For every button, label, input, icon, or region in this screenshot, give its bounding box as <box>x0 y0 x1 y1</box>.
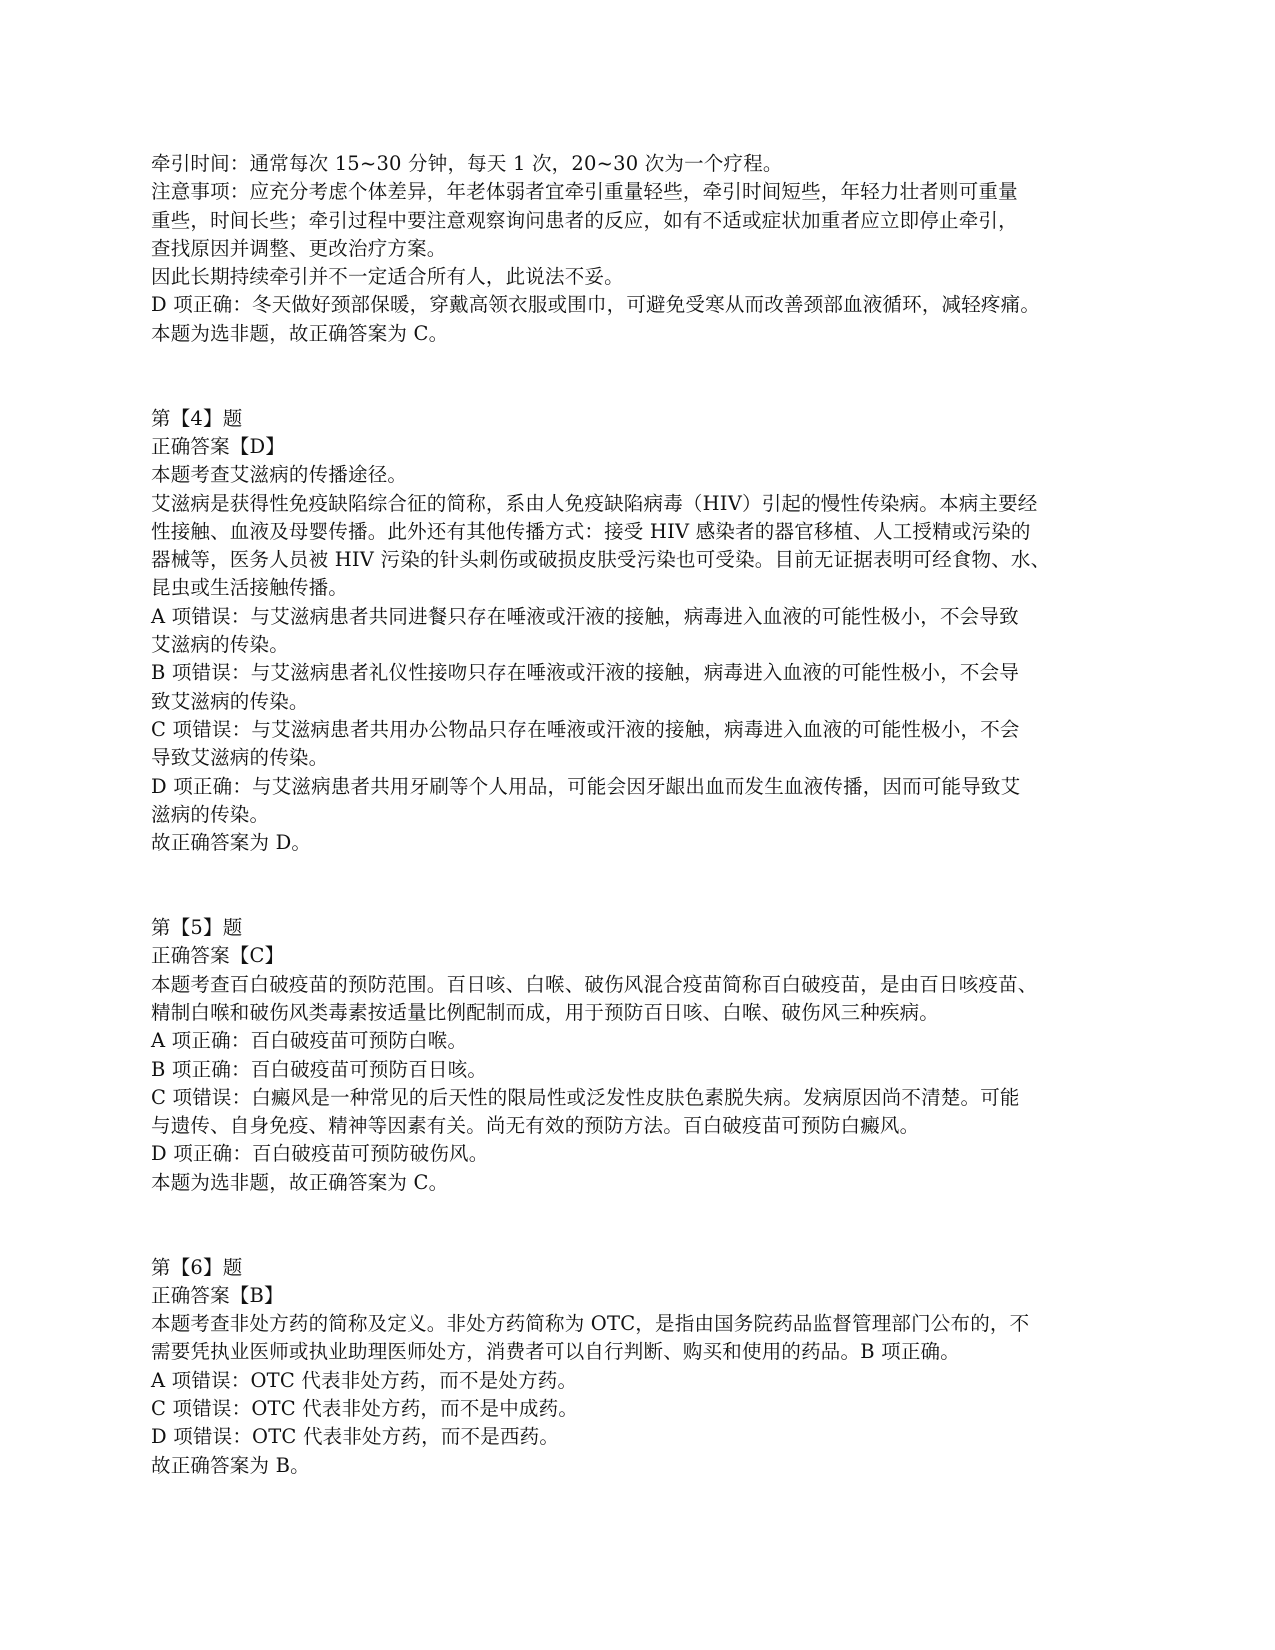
text-line: 艾滋病的传染。 <box>151 633 289 657</box>
question-number-heading: 第【4】题 <box>151 406 243 430</box>
text-line: 本题考查百白破疫苗的预防范围。百日咳、白喉、破伤风混合疫苗简称百白破疫苗，是由百日咳疫苗、 <box>151 972 1038 996</box>
option-b-explanation: B 项错误：与艾滋病患者礼仪性接吻只存在唾液或汗液的接触，病毒进入血液的可能性极小，不会导 <box>151 661 1020 685</box>
text-line: 查找原因并调整、更改治疗方案。 <box>151 236 447 260</box>
text-line: 器械等，医务人员被 HIV 污染的针头刺伤或破损皮肤受污染也可受染。目前无证据表明可经食物、水、 <box>151 548 1051 572</box>
option-c-explanation: C 项错误：与艾滋病患者共用办公物品只存在唾液或汗液的接触，病毒进入血液的可能性极小，不会 <box>151 717 1020 741</box>
text-line: 性接触、血液及母婴传播。此外还有其他传播方式：接受 HIV 感染者的器官移植、人工授精或污染的 <box>151 519 1031 543</box>
option-c-explanation: C 项错误：OTC 代表非处方药，而不是中成药。 <box>151 1397 579 1421</box>
text-line: D 项正确：冬天做好颈部保暖，穿戴高领衣服或围巾，可避免受寒从而改善颈部血液循环，减轻疼痛。 <box>151 293 1041 317</box>
question-number-heading: 第【5】题 <box>151 916 243 940</box>
conclusion-line: 故正确答案为 D。 <box>151 831 312 855</box>
option-c-explanation: C 项错误：白癜风是一种常见的后天性的限局性或泛发性皮肤色素脱失病。发病原因尚不清楚。可能 <box>151 1085 1020 1109</box>
text-line: 精制白喉和破伤风类毒素按适量比例配制而成，用于预防百日咳、白喉、破伤风三种疾病。 <box>151 1000 940 1024</box>
option-d-explanation: D 项错误：OTC 代表非处方药，而不是西药。 <box>151 1425 560 1449</box>
section-spacer <box>151 348 1131 405</box>
text-line: 需要凭执业医师或执业助理医师处方，消费者可以自行判断、购买和使用的药品。B 项正确。 <box>151 1340 960 1364</box>
option-a-explanation: A 项错误：与艾滋病患者共同进餐只存在唾液或汗液的接触，病毒进入血液的可能性极小，不会导致 <box>151 604 1019 628</box>
text-line: 重些，时间长些；牵引过程中要注意观察询问患者的反应，如有不适或症状加重者应立即停止牵引， <box>151 208 1018 232</box>
option-d-explanation: D 项正确：百白破疫苗可预防破伤风。 <box>151 1142 489 1166</box>
text-line: 本题考查艾滋病的传播途径。 <box>151 463 408 487</box>
text-line: 导致艾滋病的传染。 <box>151 746 329 770</box>
document-body <box>151 150 1131 1480</box>
option-a-explanation: A 项错误：OTC 代表非处方药，而不是处方药。 <box>151 1368 578 1392</box>
text-line: 致艾滋病的传染。 <box>151 689 309 713</box>
text-line: 滋病的传染。 <box>151 802 270 826</box>
conclusion-line: 故正确答案为 B。 <box>151 1453 310 1477</box>
question-5-section <box>151 914 1131 1197</box>
text-line: 艾滋病是获得性免疫缺陷综合征的简称，系由人免疫缺陷病毒（HIV）引起的慢性传染病。本病主要经 <box>151 491 1038 515</box>
text-line: 与遗传、自身免疫、精神等因素有关。尚无有效的预防方法。百白破疫苗可预防白癜风。 <box>151 1114 920 1138</box>
question-3-explanation-continued <box>151 150 1131 348</box>
text-line: 因此长期持续牵引并不一定适合所有人，此说法不妥。 <box>151 265 624 289</box>
conclusion-line: 本题为选非题，故正确答案为 C。 <box>151 321 449 345</box>
correct-answer-label: 正确答案【D】 <box>151 434 286 458</box>
correct-answer-label: 正确答案【B】 <box>151 1283 284 1307</box>
section-spacer <box>151 1197 1131 1254</box>
correct-answer-label: 正确答案【C】 <box>151 944 285 968</box>
question-number-heading: 第【6】题 <box>151 1255 243 1279</box>
question-4-section <box>151 405 1131 858</box>
conclusion-line: 本题为选非题，故正确答案为 C。 <box>151 1170 449 1194</box>
section-spacer <box>151 857 1131 914</box>
option-b-explanation: B 项正确：百白破疫苗可预防百日咳。 <box>151 1057 488 1081</box>
text-line: 昆虫或生活接触传播。 <box>151 576 349 600</box>
text-line: 注意事项：应充分考虑个体差异，年老体弱者宜牵引重量轻些，牵引时间短些，年轻力壮者则可重量 <box>151 180 1018 204</box>
option-d-explanation: D 项正确：与艾滋病患者共用牙刷等个人用品，可能会因牙龈出血而发生血液传播，因而可能导致艾 <box>151 774 1021 798</box>
option-a-explanation: A 项正确：百白破疫苗可预防白喉。 <box>151 1029 468 1053</box>
question-6-section <box>151 1254 1131 1480</box>
text-line: 本题考查非处方药的简称及定义。非处方药简称为 OTC，是指由国务院药品监督管理部门公布的，不 <box>151 1312 1030 1336</box>
text-line: 牵引时间：通常每次 15~30 分钟，每天 1 次，20~30 次为一个疗程。 <box>151 152 783 175</box>
